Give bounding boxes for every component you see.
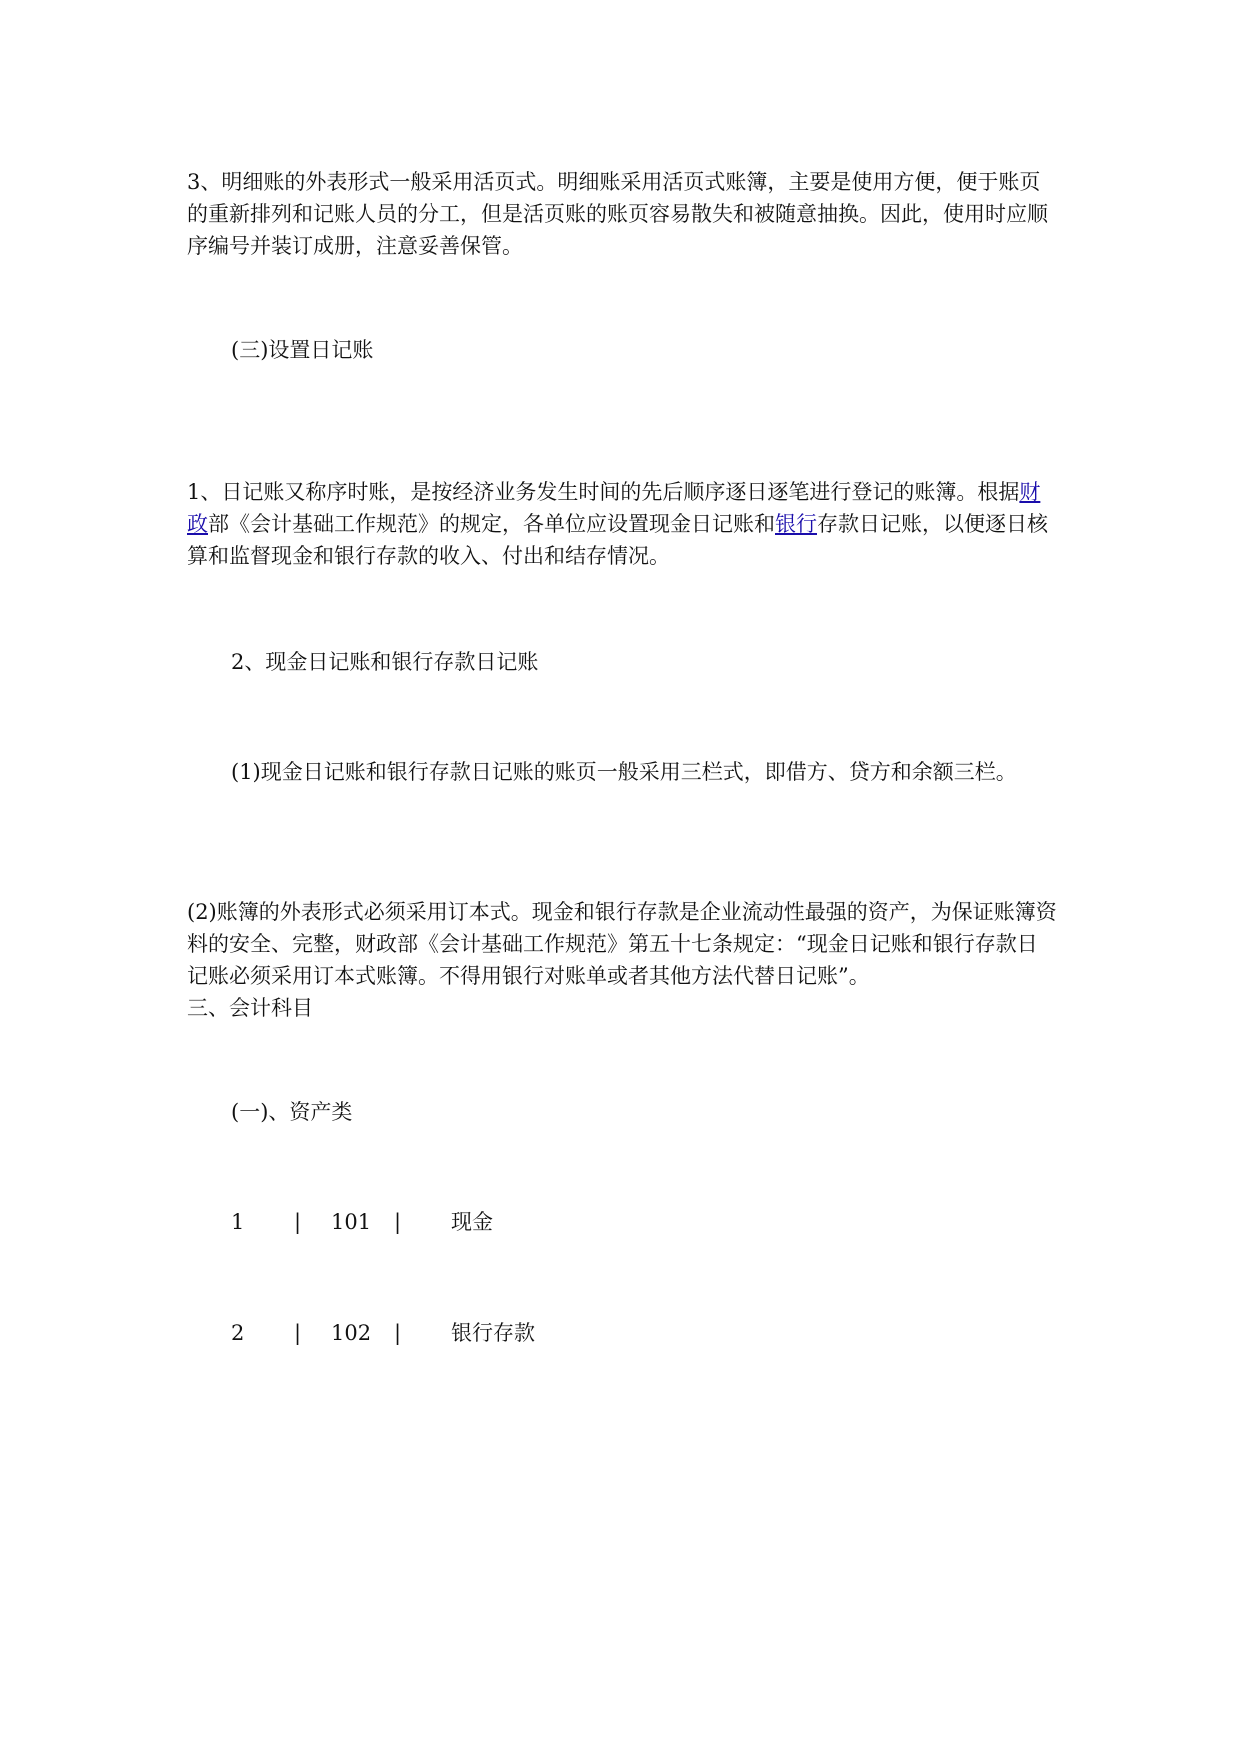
paragraph-text-a: 1、日记账又称序时账，是按经济业务发生时间的先后顺序逐日逐笔进行登记的账簿。根据 bbox=[187, 480, 1020, 504]
account-code: 101 bbox=[331, 1210, 372, 1234]
heading-set-journal: (三)设置日记账 bbox=[231, 338, 374, 362]
account-name: 银行存款 bbox=[451, 1321, 535, 1345]
account-name: 现金 bbox=[451, 1210, 493, 1234]
paragraph-detail-ledger-form: 3、明细账的外表形式一般采用活页式。明细账采用活页式账簿，主要是使用方便，便于账页的重新排列和记账人员的分工，但是活页账的账页容易散失和被随意抽换。因此，使用时应顺序编号并装订成册，注意妥善保管。 bbox=[187, 170, 1048, 258]
paragraph-text-c: 存款日记账，以便逐日核算和监督现金和银行存款的收入、付出和结存情况。 bbox=[187, 512, 1048, 568]
heading-assets: (一)、资产类 bbox=[231, 1100, 353, 1124]
paragraph-three-column: (1)现金日记账和银行存款日记账的账页一般采用三栏式，即借方、贷方和余额三栏。 bbox=[231, 760, 1017, 784]
heading-cash-bank-journal: 2、现金日记账和银行存款日记账 bbox=[231, 650, 539, 674]
account-row bbox=[231, 1206, 831, 1238]
paragraph-text-b: 部《会计基础工作规范》的规定，各单位应设置现金日记账和 bbox=[208, 512, 775, 536]
account-number: 2 bbox=[231, 1321, 245, 1345]
account-number: 1 bbox=[231, 1210, 245, 1234]
account-row bbox=[231, 1317, 831, 1349]
finance-link[interactable]: 财政 bbox=[187, 480, 1041, 536]
heading-accounting-subjects: 三、会计科目 bbox=[187, 996, 313, 1020]
column-separator: | bbox=[394, 1210, 402, 1234]
paragraph-bound-form: (2)账簿的外表形式必须采用订本式。现金和银行存款是企业流动性最强的资产，为保证账簿资料的安全、完整，财政部《会计基础工作规范》第五十七条规定：“现金日记账和银行存款日记账必须采用订本式账簿。不得用银行对账单或者其他方法代替日记账”。 bbox=[187, 900, 1057, 988]
paragraph-journal-definition bbox=[187, 476, 1057, 572]
account-code: 102 bbox=[331, 1321, 372, 1345]
column-separator: | bbox=[294, 1321, 302, 1345]
bank-link[interactable]: 银行 bbox=[775, 512, 817, 536]
column-separator: | bbox=[394, 1321, 402, 1345]
column-separator: | bbox=[294, 1210, 302, 1234]
